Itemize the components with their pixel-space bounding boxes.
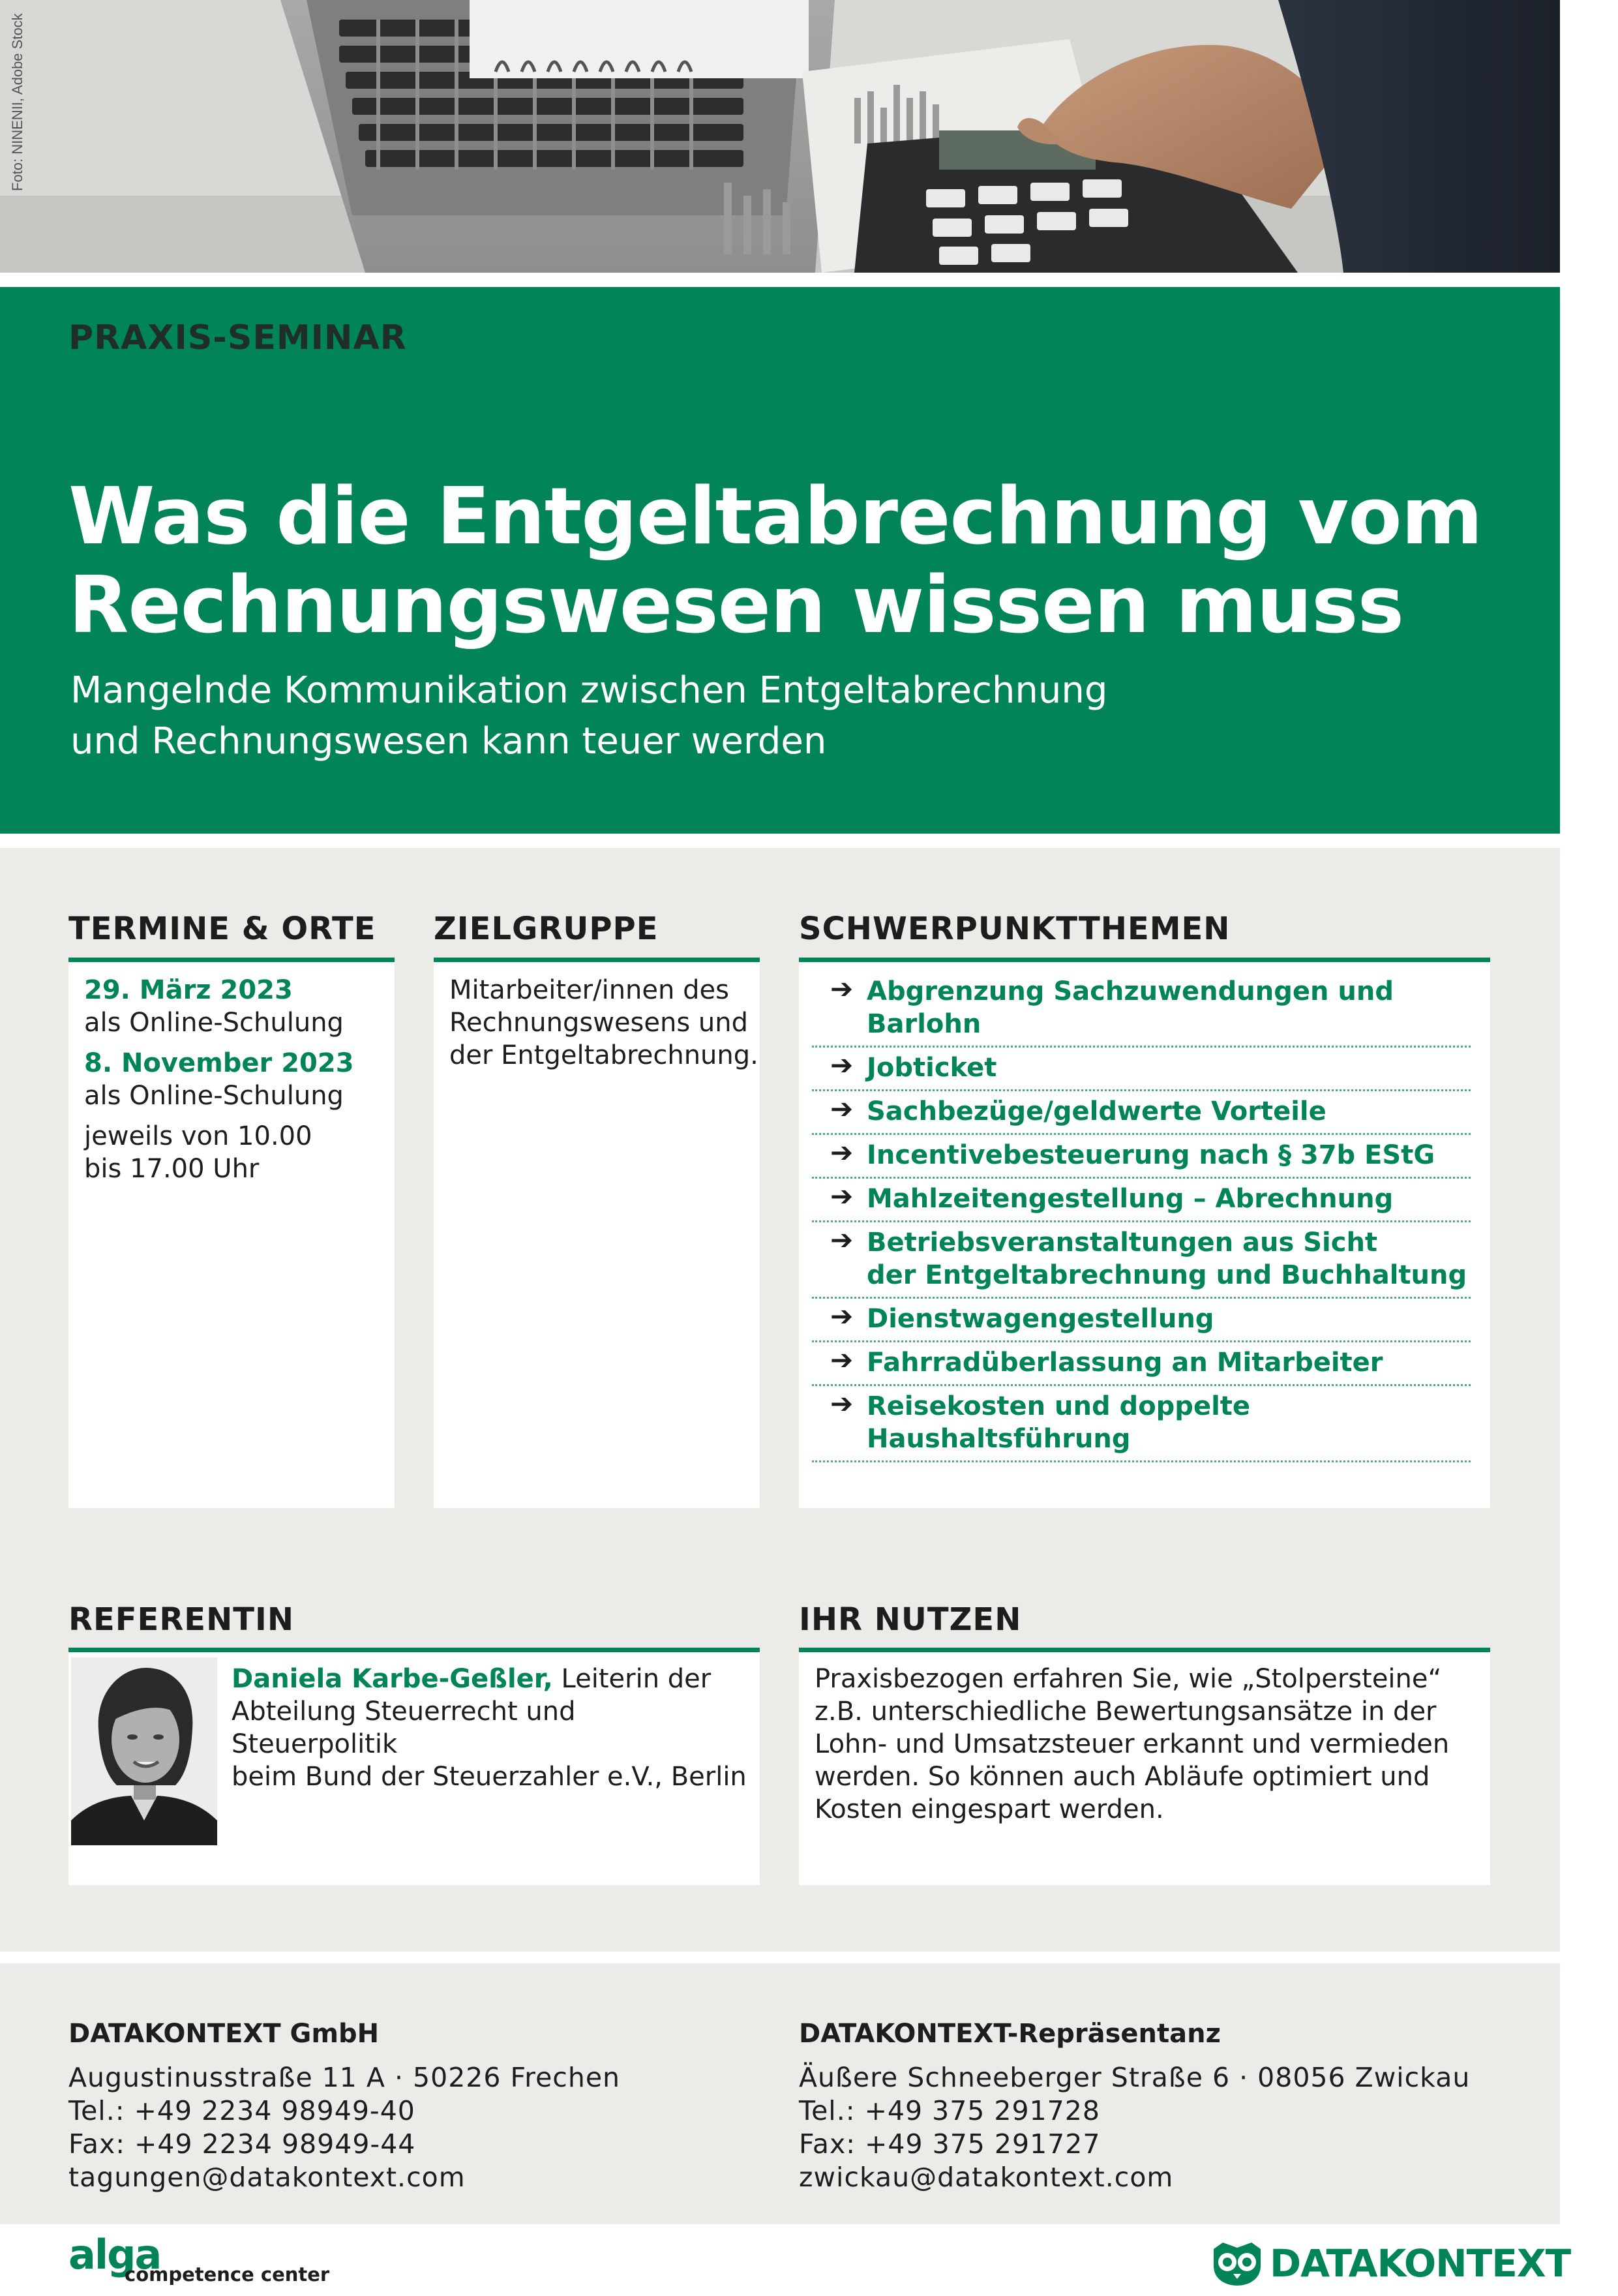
schwerpunkt-heading: SCHWERPUNKTTHEMEN	[799, 911, 1231, 947]
nutzen-text	[815, 1663, 1473, 1826]
date-1: 29. März 2023	[84, 975, 293, 1005]
schwerpunkt-card	[799, 958, 1490, 1508]
contact-section	[0, 1963, 1560, 2224]
speaker-photo	[71, 1657, 217, 1845]
topic-item: ➔ Abgrenzung Sachzuwendungen und Barlohn	[812, 971, 1471, 1048]
arrow-right-icon: ➔	[830, 1180, 854, 1212]
zielgruppe-line-3: der Entgeltabrechnung.	[449, 1040, 758, 1070]
alga-subline: competence center	[125, 2263, 330, 2286]
nutzen-line: z.B. unterschiedliche Bewertungsansätze in der	[815, 1697, 1437, 1727]
fax-number: Fax: +49 2234 98949-44	[68, 2128, 416, 2160]
email-link[interactable]: tagungen@datakontext.com	[68, 2162, 466, 2193]
arrow-right-icon: ➔	[830, 1049, 854, 1081]
arrow-right-icon: ➔	[830, 1224, 854, 1256]
arrow-right-icon: ➔	[830, 973, 854, 1004]
nutzen-line: Lohn- und Umsatzsteuer erkannt und vermieden	[815, 1729, 1450, 1759]
photo-credit: Foto: NINENII, Adobe Stock	[9, 13, 25, 191]
speaker-name: Daniela Karbe-Geßler,	[232, 1664, 553, 1694]
phone-number: Tel.: +49 375 291728	[799, 2095, 1100, 2126]
topic-item: ➔ Betriebsveranstaltungen aus Sicht der Entgeltabrechnung und Buchhaltung	[812, 1222, 1471, 1299]
referentin-heading: REFERENTIN	[68, 1601, 295, 1638]
title-line-2: Rechnungswesen wissen muss	[68, 560, 1403, 651]
title-line-1: Was die Entgeltabrechnung vom	[68, 472, 1482, 562]
speaker-line-2: Abteilung Steuerrecht und Steuerpolitik	[232, 1697, 576, 1759]
topic-item: ➔ Jobticket	[812, 1048, 1471, 1091]
header-photo	[0, 0, 1560, 273]
datakontext-logo	[1210, 2239, 1571, 2291]
office-scene-illustration	[0, 0, 1560, 273]
page-subtitle	[70, 665, 1505, 767]
topic-item: ➔ Reisekosten und doppelte Haushaltsführung	[812, 1386, 1471, 1462]
referentin-card	[68, 1648, 760, 1885]
page-title	[68, 473, 1536, 650]
speaker-portrait	[71, 1657, 217, 1845]
termine-content	[84, 974, 354, 1185]
zielgruppe-line-1: Mitarbeiter/innen des	[449, 975, 729, 1005]
place-2: als Online-Schulung	[84, 1081, 344, 1111]
fax-number: Fax: +49 375 291727	[799, 2128, 1101, 2160]
speaker-desc-1: Leiterin der	[552, 1664, 712, 1694]
alga-wordmark: alga	[68, 2231, 161, 2278]
topic-item: ➔ Dienstwagengestellung	[812, 1299, 1471, 1342]
time-line-1: jeweils von 10.00	[84, 1121, 312, 1151]
speaker-line-3: beim Bund der Steuerzahler e.V., Berlin	[232, 1762, 747, 1792]
company-name: DATAKONTEXT GmbH	[68, 2019, 380, 2049]
zielgruppe-heading: ZIELGRUPPE	[434, 911, 659, 947]
time-line-2: bis 17.00 Uhr	[84, 1154, 260, 1184]
topic-item: ➔ Fahrradüberlassung an Mitarbeiter	[812, 1342, 1471, 1386]
arrow-right-icon: ➔	[830, 1300, 854, 1332]
nutzen-line: werden. So können auch Abläufe optimiert und	[815, 1762, 1430, 1792]
speaker-text	[232, 1663, 747, 1793]
arrow-right-icon: ➔	[830, 1136, 854, 1168]
arrow-right-icon: ➔	[830, 1344, 854, 1376]
zielgruppe-card	[434, 958, 760, 1508]
subtitle-line-2: und Rechnungswesen kann teuer werden	[70, 720, 827, 763]
speaker-line-1	[232, 1663, 747, 1695]
arrow-right-icon: ➔	[830, 1387, 854, 1419]
office-name: DATAKONTEXT-Repräsentanz	[799, 2019, 1221, 2049]
alga-logo	[68, 2231, 342, 2291]
topic-list	[812, 971, 1471, 1462]
topic-item: ➔ Mahlzeitengestellung – Abrechnung	[812, 1179, 1471, 1222]
subtitle-line-1: Mangelnde Kommunikation zwischen Entgeltabrechnung	[70, 669, 1108, 712]
nutzen-line: Kosten eingespart werden.	[815, 1794, 1164, 1824]
zielgruppe-line-2: Rechnungswesens und	[449, 1008, 749, 1038]
seminar-kicker: PRAXIS-SEMINAR	[68, 318, 407, 357]
zielgruppe-content	[449, 974, 758, 1072]
phone-number: Tel.: +49 2234 98949-40	[68, 2095, 415, 2126]
topic-item: ➔ Incentivebesteuerung nach § 37b EStG	[812, 1135, 1471, 1179]
info-section	[0, 848, 1560, 1952]
title-banner	[0, 287, 1560, 834]
contact-zwickau	[799, 2017, 1470, 2194]
termine-card	[68, 958, 395, 1508]
street-address: Äußere Schneeberger Straße 6 · 08056 Zwickau	[799, 2062, 1471, 2093]
date-2: 8. November 2023	[84, 1048, 354, 1078]
nutzen-line: Praxisbezogen erfahren Sie, wie „Stolpersteine“	[815, 1664, 1442, 1694]
termine-heading: TERMINE & ORTE	[68, 911, 376, 947]
street-address: Augustinusstraße 11 A · 50226 Frechen	[68, 2062, 621, 2093]
topic-item: ➔ Sachbezüge/geldwerte Vorteile	[812, 1091, 1471, 1135]
arrow-right-icon: ➔	[830, 1093, 854, 1125]
nutzen-card	[799, 1648, 1490, 1885]
place-1: als Online-Schulung	[84, 1008, 344, 1038]
nutzen-heading: IHR NUTZEN	[799, 1601, 1022, 1638]
email-link[interactable]: zwickau@datakontext.com	[799, 2162, 1174, 2193]
contact-frechen	[68, 2017, 620, 2194]
owl-icon	[1210, 2240, 1265, 2287]
datakontext-wordmark: DATAKONTEXT	[1270, 2241, 1571, 2286]
